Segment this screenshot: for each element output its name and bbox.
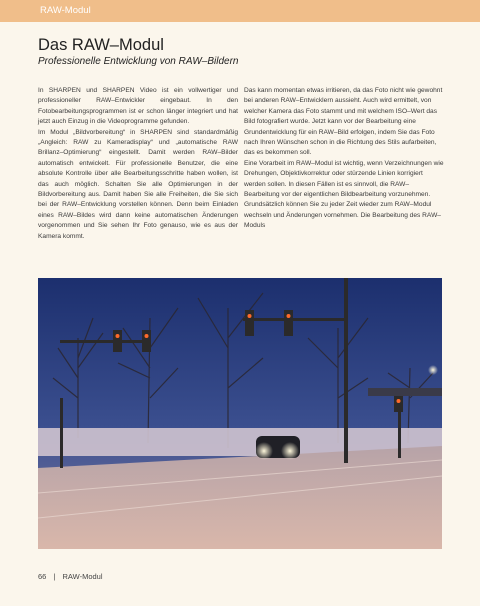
paragraph: In SHARPEN und SHARPEN Video ist ein vollwertiger und professioneller RAW–Entwickler eingebaut. In den Fotobearbeitungsprogrammen ist er schon länger integriert und hat jetzt auch Einzug in die Videoprogramme gefunden. xyxy=(38,87,238,126)
paragraph: Im Modul „Bildvorbereitung“ in SHARPEN sind standardmäßig „Angleich: RAW zu Kameradisplay“ und „automatische RAW Brillanz–Optimierung“ eingestellt. Damit werden RAW–Bilder automatisch entwickelt. Für professionelle Benutzer, die eine absolute Kontrolle über alle Bearbeitungsschritte haben wollen, ist das auch möglich. Schalten Sie alle Optimierungen in der Bildvorbereitung aus. Damit haben Sie alle Freiheiten, die Sie sich bei der RAW–Entwicklung vorstellen können. Denn beim Einladen eines RAW–Bildes wird dann keine automatischen Änderungen vorgenommen und Sie sehen Ihr Foto genauso, wie es aus der Kamera kommt. xyxy=(38,128,238,240)
street-lamp-glow xyxy=(428,365,438,375)
right-column xyxy=(244,86,444,232)
footer-separator: | xyxy=(53,572,56,581)
page-subtitle: Professionelle Entwicklung von RAW–Bildern xyxy=(38,56,239,67)
paragraph: Eine Vorarbeit im RAW–Modul ist wichtig, wenn Verzeichnungen wie Drehungen, Objektivkorrektur oder stürzende Linien korrigiert werden sollen. In diesen Fällen ist es sinnvoll, die RAW–Bearbeitung vor der eigentlichen Bildbearbeitung vorzunehmen. Grundsätzlich können Sie zu jeder Zeit wieder zum RAW–Modul wechseln und Änderungen vornehmen. Die Bearbeitung des RAW–Moduls xyxy=(244,159,444,230)
page-title: Das RAW–Modul xyxy=(38,36,164,54)
winter-street-photo xyxy=(38,278,442,549)
car xyxy=(255,436,300,460)
section-label: RAW-Modul xyxy=(40,5,91,16)
paragraph: Das kann momentan etwas irritieren, da das Foto nicht wie gewohnt bei anderen RAW–Entwicklern aussieht. Auch wird ermittelt, von welcher Kamera das Foto stammt und mit welchem ISO–Wert das Bild fotografiert wurde. Jetzt kann vor der Bearbeitung eine Grundentwicklung für ein RAW–Bild erfolgen, indem Sie das Foto nach Ihren Wünschen schon in die Richtung des Stils aufarbeiten, das es bekommen soll. xyxy=(244,87,443,157)
bridge xyxy=(368,388,442,396)
page-number: 66 xyxy=(38,572,47,581)
header-band xyxy=(0,0,480,22)
page-footer xyxy=(38,572,108,581)
left-column xyxy=(38,86,238,242)
footer-section: RAW-Modul xyxy=(62,572,103,581)
